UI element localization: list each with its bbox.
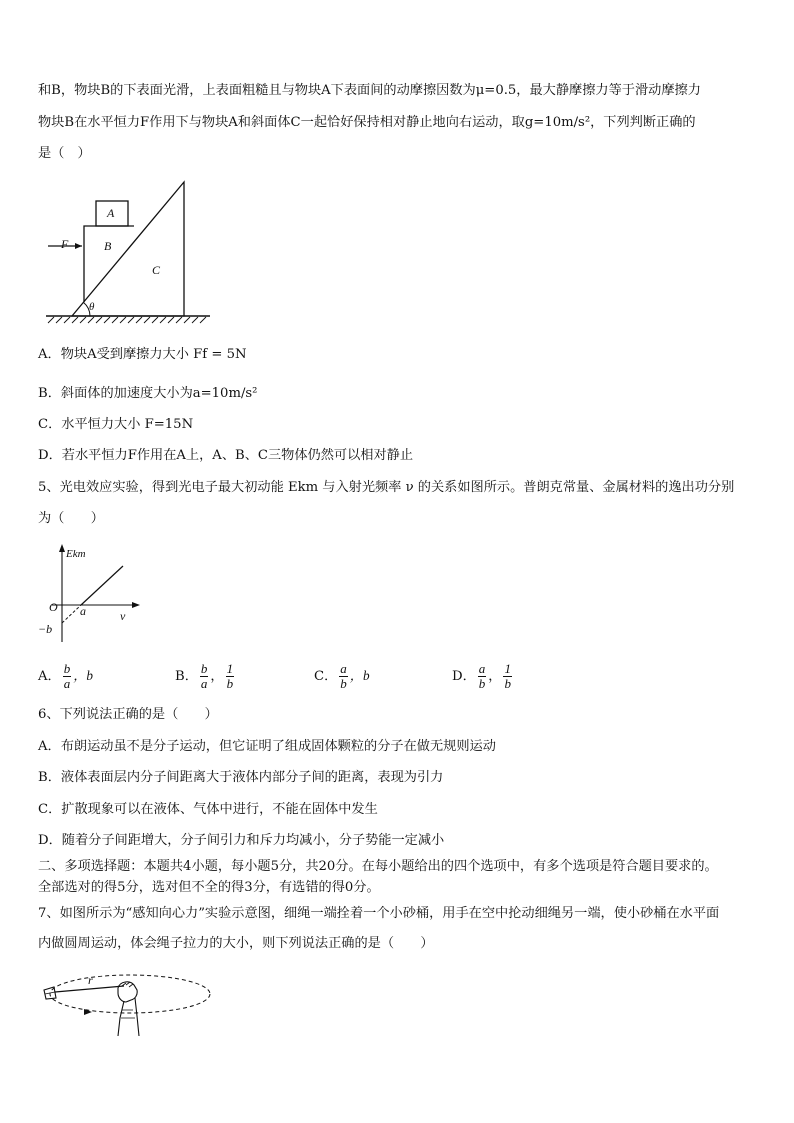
q6-option-a: A．布朗运动虽不是分子运动，但它证明了组成固体颗粒的分子在做无规则运动: [38, 739, 496, 754]
q4-option-a: A．物块A受到摩擦力大小 Ff = 5N: [38, 347, 247, 362]
block-b-label: B: [104, 239, 112, 253]
q4-stem-line2: 物块B在水平恒力F作用下与物块A和斜面体C一起恰好保持相对静止地向右运动，取g=10m/s²，下列判断正确的: [38, 115, 696, 130]
q5-option-b: B． $\frac{b}{a}$ ， $\frac{1}{b}$: [175, 661, 234, 691]
q5-option-d: D． $\frac{a}{b}$ ， $\frac{1}{b}$: [452, 661, 511, 691]
q6-option-b: B．液体表面层内分子间距离大于液体内部分子间的距离，表现为引力: [38, 770, 444, 785]
q5-stem-line2: 为（ ）: [38, 511, 104, 526]
q4-stem-line3: 是（ ）: [38, 146, 91, 161]
graph-x-axis-label: ν: [120, 609, 126, 623]
q4-stem-line1: 和B，物块B的下表面光滑，上表面粗糙且与物块A下表面间的动摩擦因数为μ=0.5，最大静摩擦力等于滑动摩擦力: [38, 83, 701, 98]
q6-option-d: D．随着分子间距增大，分子间引力和斥力均减小，分子势能一定减小: [38, 833, 445, 848]
q5-option-a: A． $\frac{b}{a}$ ，b: [38, 661, 93, 691]
graph-y-axis-label: Ekm: [66, 548, 86, 560]
radius-r-label: r: [88, 973, 93, 987]
graph-origin-label: O: [49, 600, 58, 614]
force-f-label: F: [61, 237, 69, 251]
block-a-label: A: [107, 206, 115, 220]
q6-option-c: C．扩散现象可以在液体、气体中进行，不能在固体中发生: [38, 802, 378, 817]
incline-c-label: C: [152, 263, 161, 277]
q4-option-c: C．水平恒力大小 F=15N: [38, 417, 194, 432]
q4-option-d: D．若水平恒力F作用在A上，A、B、C三物体仍然可以相对静止: [38, 448, 414, 463]
q5-stem-line1: 5、光电效应实验，得到光电子最大初动能 Ekm 与入射光频率 ν 的关系如图所示。普朗克常量、金属材料的逸出功分别: [38, 480, 735, 495]
graph-y-intercept-label: −b: [38, 622, 53, 636]
section2-line2: 全部选对的得5分，选对但不全的得3分，有选错的得0分。: [38, 880, 380, 895]
q7-stem-line2: 内做圆周运动，体会绳子拉力的大小，则下列说法正确的是（ ）: [38, 936, 434, 951]
q5-photoelectric-graph: [36, 542, 146, 646]
q5-option-c: C． $\frac{a}{b}$ ，b: [314, 661, 370, 691]
section2-line1: 二、多项选择题：本题共4小题，每小题5分，共20分。在每小题给出的四个选项中，有多个选项是符合题目要求的。: [38, 859, 718, 874]
q7-circular-motion-figure: [38, 966, 218, 1040]
q7-stem-line1: 7、如图所示为“感知向心力”实验示意图，细绳一端拴着一个小砂桶，用手在空中抡动细绳另一端，使小砂桶在水平面: [38, 906, 720, 921]
q6-stem: 6、下列说法正确的是（ ）: [38, 707, 218, 722]
q4-option-b: B．斜面体的加速度大小为a=10m/s²: [38, 386, 258, 401]
graph-x-intercept-label: a: [80, 604, 86, 618]
angle-theta-label: θ: [89, 301, 95, 313]
